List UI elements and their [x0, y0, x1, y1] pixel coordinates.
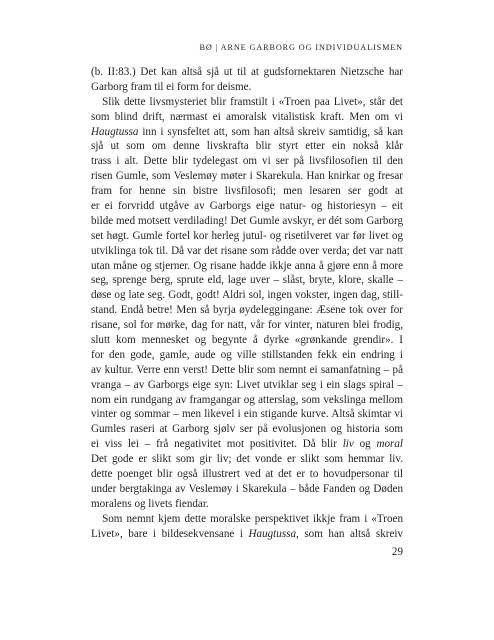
text-line — [91, 527, 403, 542]
text-line — [91, 452, 403, 467]
text-line — [91, 273, 403, 288]
text-span: bilde med motsett verdilading! Det Gumle avskyr, er dét som Garborg — [91, 214, 403, 227]
text-span: nom ein rundgang av framgangar og atterslag, som vekslinga mellom — [91, 393, 403, 406]
italic-text: liv — [342, 438, 354, 451]
text-line — [91, 348, 403, 363]
text-line — [91, 378, 403, 393]
text-span: av kultur. Verre enn verst! Dette blir som nemnt ei samanfatning – på — [91, 363, 403, 376]
text-line — [91, 422, 403, 437]
text-span: trass i alt. Dette blir tydelegast om vi ser på livsfilosofien til den — [91, 155, 403, 168]
text-line — [91, 95, 403, 110]
text-span: inn i synsfeltet att, som han altså skreiv samtidig, så kan — [142, 125, 403, 138]
text-line — [91, 407, 403, 422]
text-line — [91, 110, 403, 125]
text-span: Gumles raseri at Garborg sjølv ser på evolusjonen og historia som — [91, 423, 403, 436]
text-span: Garborg fram til ei form for deisme. — [91, 80, 252, 93]
text-line — [91, 512, 403, 527]
text-line — [91, 318, 403, 333]
text-span: slutt kom mennesket og begynte å dyrke «grønkande grendir». I — [91, 334, 403, 347]
body-text — [91, 65, 403, 542]
text-span: moralens og livets fiendar. — [91, 497, 209, 510]
text-line — [91, 393, 403, 408]
text-span: seg, sprenge berg, sprute eld, lage uver – slåst, bryte, klore, skalle – — [91, 274, 403, 287]
text-line — [91, 139, 403, 154]
text-span: vinter og sommar – men likevel i ein stigande kurve. Altså skimtar vi — [91, 408, 403, 421]
text-line — [91, 125, 403, 140]
text-span: er ei forvridd utgåve av Garborgs eige natur- og historiesyn – eit — [91, 200, 403, 213]
text-line — [91, 154, 403, 169]
text-line — [91, 288, 403, 303]
text-span: som han altså skreiv — [304, 527, 403, 540]
italic-text: moral — [376, 438, 403, 451]
text-span: under bergtakinga av Veslemøy i Skarekula – både Fanden og Døden — [91, 482, 403, 495]
text-line — [91, 497, 403, 512]
text-span: risane, sol for mørke, dag for natt, vår for vinter, naturen blei frodig, — [91, 319, 403, 332]
text-span: Livet», bare i bildesekvensane i — [91, 527, 249, 540]
text-line — [91, 437, 403, 452]
text-span: (b. II:83.) Det kan altså sjå ut til at gudsfornektaren Nietzsche har — [91, 66, 403, 78]
text-line — [91, 229, 403, 244]
text-span: Slik dette livsmysteriet blir framstilt i «Troen paa Livet», står det — [102, 95, 403, 108]
text-span: fram for henne sin bistre livsfilosofi; men lesaren ser godt at — [91, 185, 403, 198]
text-line — [91, 214, 403, 229]
text-span: risen Gumle, som Veslemøy møter i Skarekula. Han knirkar og fresar — [91, 170, 403, 183]
running-head: BØ | ARNE GARBORG OG INDIVIDUALISMEN — [199, 43, 403, 52]
text-span: dette poenget blir også illustrert ved at det er to hovudpersonar til — [91, 468, 403, 481]
text-span: utan måne og stjerner. Og risane hadde ikkje anna å gjøre enn å more — [91, 259, 403, 272]
text-span: Det gode er slikt som gir liv; det vonde er slikt som hemmar liv. — [91, 453, 403, 466]
text-line — [91, 363, 403, 378]
text-span: ei viss lei – frå negativitet mot positivitet. Då blir — [91, 438, 343, 451]
text-span: døse og late seg. Godt, godt! Aldri sol, ingen vokster, ingen dag, still- — [91, 289, 403, 302]
text-line — [91, 199, 403, 214]
text-span: set høgt. Gumle fortel kor herleg jutul- og risetilveret var før livet og — [91, 229, 403, 242]
text-line — [91, 467, 403, 482]
text-line — [91, 184, 403, 199]
text-line — [91, 303, 403, 318]
text-line — [91, 80, 403, 95]
text-span: sjå ut som om denne livskrafta blir styrt etter ein nokså klår — [91, 140, 403, 153]
text-span: Som nemnt kjem dette moralske perspektivet ikkje fram i «Troen — [102, 512, 403, 525]
text-line — [91, 333, 403, 348]
text-line — [91, 259, 403, 274]
italic-text: Haugtussa — [91, 125, 139, 138]
text-span: stand. Endå betre! Men så byrja øydeleggingane: Æsene tok over for — [91, 304, 403, 317]
text-span: for den gode, gamle, aude og ville stillstanden fekk ein endring i — [91, 348, 403, 361]
text-span: som blind drift, nærmast ei amoralsk vitalistisk kraft. Men om vi — [91, 110, 403, 123]
italic-text: Haugtussa, — [248, 527, 299, 540]
text-line — [91, 482, 403, 497]
page-number: 29 — [391, 546, 403, 558]
text-span: og — [353, 438, 377, 451]
text-line — [91, 65, 403, 80]
text-line — [91, 244, 403, 259]
text-span: vranga – av Garborgs eige syn: Livet utviklar seg i ein slags spiral – — [91, 378, 403, 391]
text-span: utviklinga tok til. Då var det risane som rådde over verda; det var natt — [91, 244, 403, 257]
text-line — [91, 169, 403, 184]
